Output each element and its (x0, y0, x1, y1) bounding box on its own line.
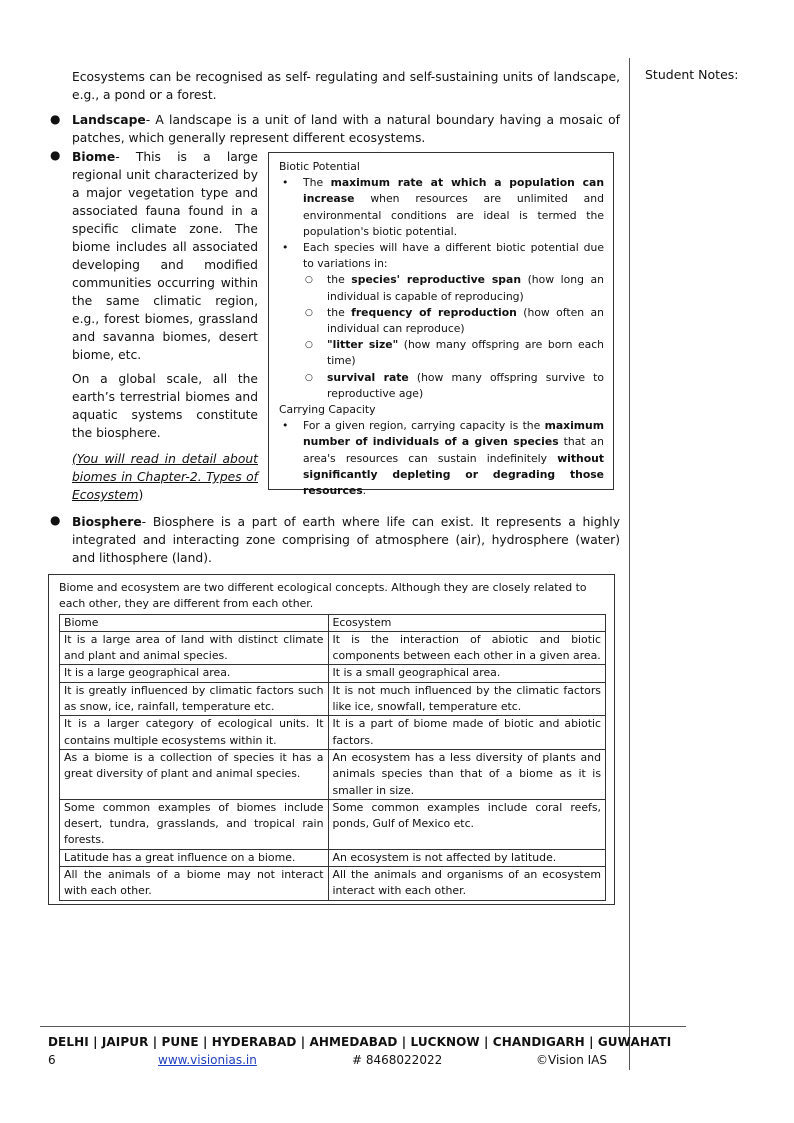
biotic-potential-heading: Biotic Potential (279, 160, 360, 173)
table-row: It is a large area of land with distinct climate and plant and animal species. It is the interaction of abiotic and biotic components between each other in a given area. (60, 631, 606, 665)
margin-divider-vertical (629, 58, 630, 1070)
header-ecosystem: Ecosystem (328, 614, 606, 631)
biome-term: Biome (72, 150, 116, 164)
bullet-icon: ● (50, 513, 61, 527)
table-header-row (60, 614, 606, 631)
page-number: 6 (48, 1053, 56, 1067)
table-row: Some common examples of biomes include desert, tundra, grasslands, and tropical rain forests. Some common examples include coral reefs, ponds, Gulf of Mexico etc. (60, 799, 606, 849)
carrying-capacity-heading: Carrying Capacity (279, 403, 376, 417)
table-row: As a biome is a collection of species it has a great diversity of plant and animal species. An ecosystem has a less diversity of plants and animals species than that of a biome as it is smaller in size. (60, 749, 606, 799)
table-row: It is a large geographical area. It is a small geographical area. (60, 665, 606, 682)
bullet-icon: ● (50, 112, 61, 126)
biosphere-term: Biosphere (72, 515, 142, 529)
biome-paragraph (72, 148, 258, 364)
carrying-capacity-bullet: • For a given region, carrying capacity is the maximum number of individuals of a given species that an area's resources can sustain indefinitely without significantly depleting or degrading those resources. (279, 418, 604, 499)
biotic-sub-item: ○ "litter size" (how many offspring are born each time) (279, 337, 604, 369)
phone-number: # 8468022022 (352, 1053, 443, 1067)
table-row: It is greatly influenced by climatic factors such as snow, ice, rainfall, temperature etc. It is not much influenced by the climatic factors like ice, snowfall, temperature etc. (60, 682, 606, 716)
comparison-table (59, 614, 606, 901)
footer-divider (40, 1026, 686, 1027)
landscape-term: Landscape (72, 113, 146, 127)
comparison-intro: Biome and ecosystem are two different ecological concepts. Although they are closely related to each other, they are different from each other. (59, 581, 587, 611)
table-row: It is a larger category of ecological units. It contains multiple ecosystems within it. It is a part of biome made of biotic and abiotic factors. (60, 716, 606, 750)
copyright: ©Vision IAS (536, 1053, 607, 1067)
footer-cities: DELHI | JAIPUR | PUNE | HYDERABAD | AHMEDABAD | LUCKNOW | CHANDIGARH | GUWAHATI (48, 1035, 672, 1049)
biome-global-paragraph: On a global scale, all the earth’s terrestrial biomes and aquatic systems constitute the biosphere. (72, 372, 258, 440)
landscape-paragraph (72, 111, 620, 147)
biome-text: - This is a large regional unit characterized by a major vegetation type and associated fauna found in a specific climate zone. The biome includes all associated developing and modified communities occurring within the same climatic region, e.g., forest biomes, grassland and savanna biomes, desert biome, etc. (72, 150, 258, 362)
student-notes-label: Student Notes: (645, 67, 739, 82)
website-link[interactable]: www.visionias.in (158, 1053, 257, 1067)
biotic-sub-item: ○ the species' reproductive span (how long an individual is capable of reproducing) (279, 272, 604, 304)
biotic-sub-item: ○ survival rate (how many offspring survive to reproductive age) (279, 370, 604, 402)
header-biome: Biome (60, 614, 329, 631)
biosphere-text: - Biosphere is a part of earth where life can exist. It represents a highly integrated and interacting zone comprising of atmosphere (air), hydrosphere (water) and lithosphere (land). (72, 515, 620, 565)
biotic-potential-box (268, 152, 614, 498)
biotic-bullet-1: • The maximum rate at which a population can increase when resources are unlimited and environmental conditions are ideal is termed the population's biotic potential. (279, 175, 604, 240)
biome-ecosystem-box (48, 574, 615, 905)
biosphere-paragraph (72, 513, 620, 567)
landscape-text: - A landscape is a unit of land with a natural boundary having a mosaic of patches, which generally represent different ecosystems. (72, 113, 620, 145)
table-row: Latitude has a great influence on a biome. An ecosystem is not affected by latitude. (60, 849, 606, 866)
biotic-sub-item: ○ the frequency of reproduction (how often an individual can reproduce) (279, 305, 604, 337)
biome-reference: (You will read in detail about biomes in Chapter-2. Types of Ecosystem) (72, 452, 258, 502)
bullet-icon: ● (50, 148, 61, 162)
chapter-reference-link[interactable]: (You will read in detail about biomes in Chapter-2. Types of Ecosystem (72, 452, 258, 502)
biotic-bullet-2: • Each species will have a different biotic potential due to variations in: (279, 240, 604, 272)
intro-paragraph: Ecosystems can be recognised as self- regulating and self-sustaining units of landscape, e.g., a pond or a forest. (72, 70, 620, 102)
table-row: All the animals of a biome may not interact with each other. All the animals and organisms of an ecosystem interact with each other. (60, 867, 606, 901)
